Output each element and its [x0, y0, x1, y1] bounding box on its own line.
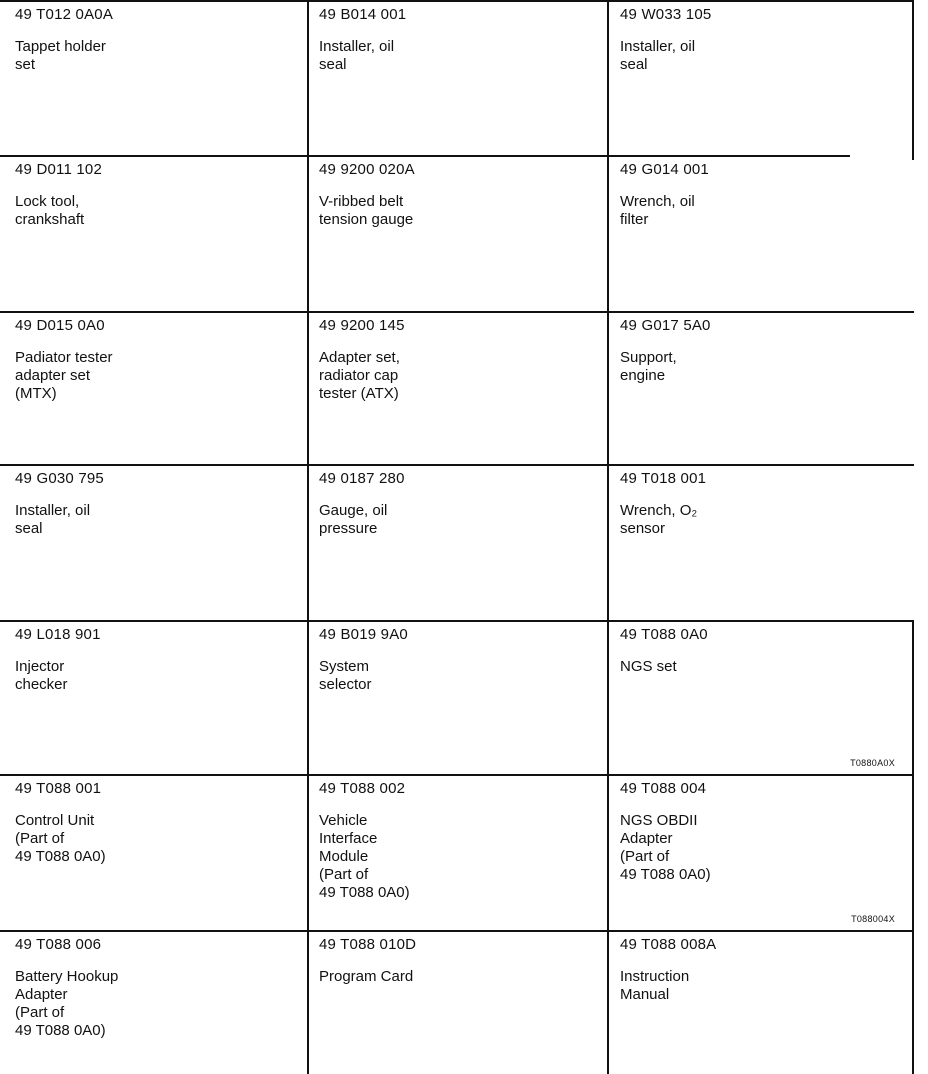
part-number: 49 T088 008A [620, 936, 717, 953]
row-divider [0, 311, 914, 313]
tool-description: Battery Hookup Adapter (Part of 49 T088 0A0) [15, 968, 119, 1039]
vehicle-interface-module-icon [447, 802, 597, 906]
tool-description: Wrench, O₂ sensor [620, 502, 698, 537]
row-divider [0, 464, 914, 466]
tool-cell-system-selector-box [307, 620, 608, 774]
tool-description: Gauge, oil pressure [319, 502, 388, 537]
column-divider [912, 622, 914, 1074]
part-number: 49 B019 9A0 [319, 626, 408, 643]
tool-cell-instruction-manual [608, 930, 913, 1074]
part-number: 49 G014 001 [620, 161, 709, 178]
part-number: 49 T088 002 [319, 780, 406, 797]
part-number: 49 T088 010D [319, 936, 417, 953]
row-divider [0, 620, 914, 622]
row-divider [0, 930, 914, 932]
obd2-adapter-cable-icon [758, 798, 908, 910]
tool-description: Lock tool, crankshaft [15, 193, 85, 228]
o2-sensor-socket-icon [758, 502, 898, 612]
tool-description: Adapter set, radiator cap tester (ATX) [319, 349, 400, 402]
tool-description: Installer, oil seal [319, 38, 395, 73]
tappet-holder-set-icon [138, 28, 298, 138]
tool-description: Support, engine [620, 349, 677, 384]
part-number: 49 T018 001 [620, 470, 707, 487]
injector-checker-harness-icon [133, 636, 293, 744]
tool-description: Control Unit (Part of 49 T088 0A0) [15, 812, 106, 865]
part-number: 49 D015 0A0 [15, 317, 105, 334]
tool-cell-oil-seal-installer-sleeve [3, 464, 307, 620]
part-number: 49 0187 280 [319, 470, 405, 487]
column-divider [607, 0, 609, 1074]
belt-tension-gauge-icon [452, 183, 582, 301]
part-number: 49 W033 105 [620, 6, 712, 23]
tool-cell-crankshaft-lock-tool [3, 155, 307, 311]
control-unit-icon [143, 798, 273, 910]
part-number: 49 T088 001 [15, 780, 102, 797]
tool-cell-ngs-case [608, 620, 913, 774]
row-divider [0, 774, 914, 776]
radiator-tester-adapter-mtx-icon [123, 337, 293, 455]
tool-cell-injector-checker-harness [3, 620, 307, 774]
tool-description: Instruction Manual [620, 968, 690, 1003]
tool-cell-radiator-tester-adapter-mtx [3, 311, 307, 464]
tool-description: Injector checker [15, 658, 68, 693]
ngs-case-icon [748, 632, 913, 764]
tool-description: NGS OBDII Adapter (Part of 49 T088 0A0) [620, 812, 711, 883]
tool-description: Program Card [319, 968, 414, 985]
part-number: 49 9200 145 [319, 317, 405, 334]
tool-description: Wrench, oil filter [620, 193, 695, 228]
oil-seal-installer-cylinder-icon [467, 24, 597, 136]
tool-description: NGS set [620, 658, 677, 675]
tool-cell-radiator-cap-adapter-atx [307, 311, 608, 464]
figure-code: T0880A0X [850, 758, 895, 768]
tool-description: Installer, oil seal [15, 502, 91, 537]
tool-cell-vehicle-interface-module [307, 774, 608, 930]
tool-cell-program-card [307, 930, 608, 1074]
tool-description: Tappet holder set [15, 38, 106, 73]
tool-cell-obd2-adapter-cable [608, 774, 913, 930]
part-number: 49 G030 795 [15, 470, 104, 487]
column-divider [912, 0, 914, 160]
oil-filter-wrench-icon [768, 173, 898, 295]
program-card-icon [452, 966, 597, 1066]
tool-description: Vehicle Interface Module (Part of 49 T088 0A0) [319, 812, 410, 901]
row-divider [0, 0, 914, 2]
oil-pressure-gauge-icon [447, 514, 607, 592]
row-divider [0, 155, 850, 157]
tool-cell-tappet-holder-set [3, 0, 307, 155]
radiator-cap-adapter-atx-icon [435, 339, 605, 441]
oil-seal-installer-disc-icon [768, 28, 893, 136]
tool-cell-control-unit [3, 774, 307, 930]
column-divider [307, 0, 309, 1074]
oil-seal-installer-sleeve-icon [158, 492, 278, 608]
part-number: 49 T088 006 [15, 936, 102, 953]
part-number: 49 T088 0A0 [620, 626, 708, 643]
part-number: 49 T088 004 [620, 780, 707, 797]
tool-description: System selector [319, 658, 372, 693]
tool-description: Installer, oil seal [620, 38, 696, 73]
tool-cell-o2-sensor-socket [608, 464, 913, 620]
part-number: 49 B014 001 [319, 6, 407, 23]
part-number: 49 T012 0A0A [15, 6, 114, 23]
part-number: 49 9200 020A [319, 161, 415, 178]
tool-cell-engine-support-bar [608, 311, 913, 464]
battery-clip-cable-icon [133, 960, 283, 1052]
tool-cell-oil-seal-installer-disc [608, 0, 913, 155]
tool-description: Padiator tester adapter set (MTX) [15, 349, 113, 402]
tool-cell-belt-tension-gauge [307, 155, 608, 311]
tool-cell-oil-seal-installer-cylinder [307, 0, 608, 155]
crankshaft-lock-tool-icon [153, 185, 283, 303]
tool-description: V-ribbed belt tension gauge [319, 193, 414, 228]
part-number: 49 L018 901 [15, 626, 101, 643]
engine-support-bar-icon [738, 351, 913, 441]
tool-cell-battery-clip-cable [3, 930, 307, 1074]
part-number: 49 G017 5A0 [620, 317, 711, 334]
tool-cell-oil-filter-wrench [608, 155, 913, 311]
figure-code: T088004X [851, 914, 895, 924]
instruction-manual-icon [768, 946, 853, 1068]
system-selector-box-icon [432, 640, 602, 758]
tool-cell-oil-pressure-gauge [307, 464, 608, 620]
part-number: 49 D011 102 [15, 161, 102, 178]
